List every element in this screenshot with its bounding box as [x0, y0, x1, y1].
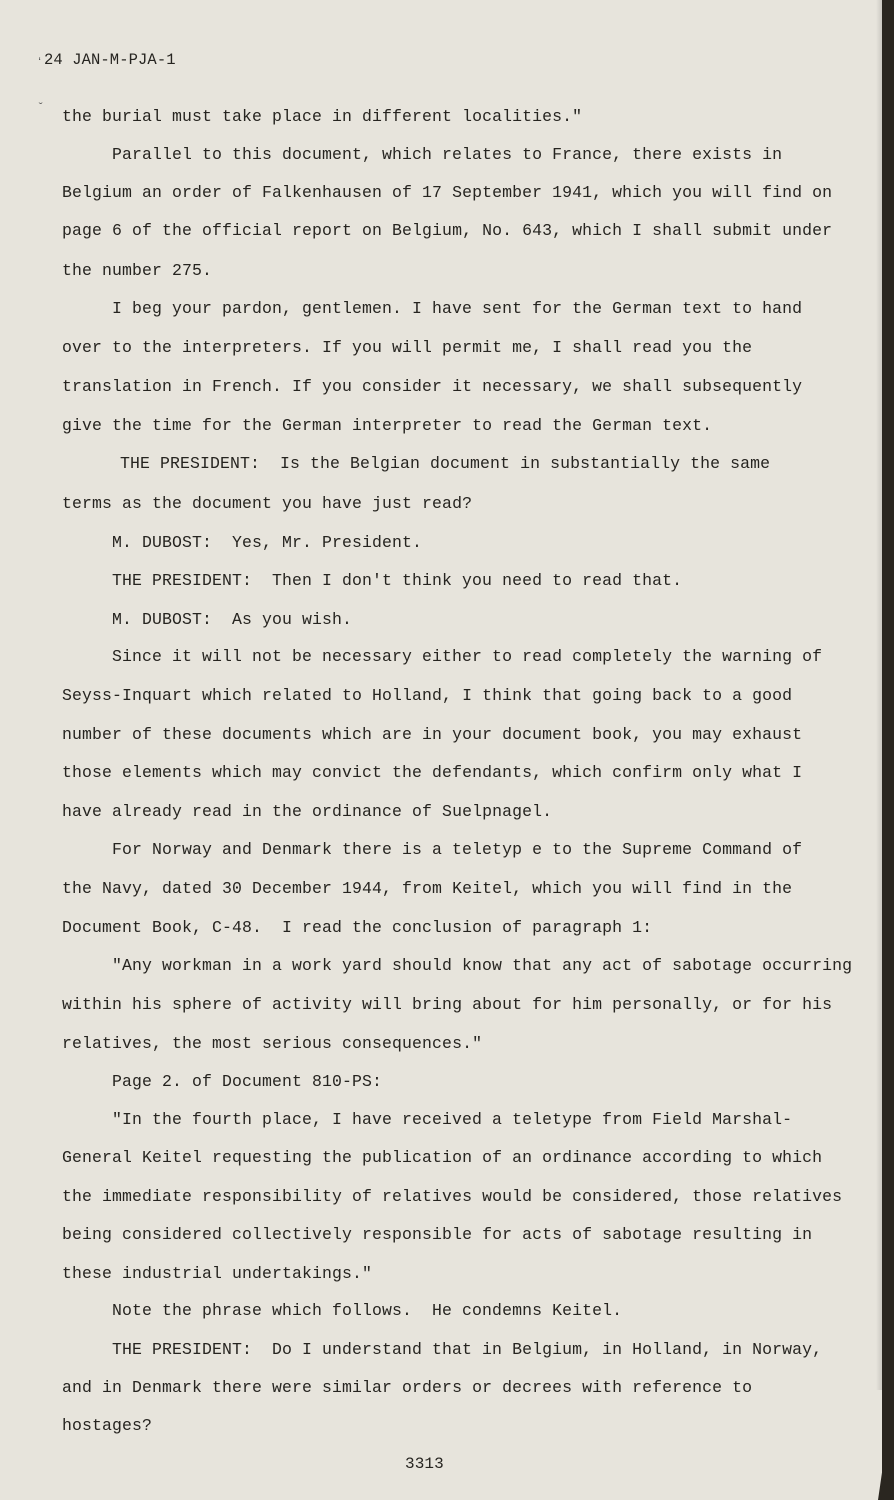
text-line: Since it will not be necessary either to read completely the warning of — [112, 647, 823, 666]
margin-mark: ʻ — [36, 56, 44, 70]
text-line: the immediate responsibility of relatives would be considered, those relatives — [62, 1187, 843, 1206]
text-line: the Navy, dated 30 December 1944, from Keitel, which you will find in the — [62, 879, 793, 898]
text-line: THE PRESIDENT: Do I understand that in Belgium, in Holland, in Norway, — [112, 1340, 823, 1359]
text-line: General Keitel requesting the publication of an ordinance according to which — [62, 1148, 823, 1167]
margin-mark: ˇ — [37, 101, 45, 115]
text-line: For Norway and Denmark there is a teletyp e to the Supreme Command of — [112, 840, 803, 859]
text-line: and in Denmark there were similar orders or decrees with reference to — [62, 1378, 753, 1397]
page-number: 3313 — [405, 1455, 444, 1473]
text-line: M. DUBOST: Yes, Mr. President. — [112, 533, 423, 552]
text-line: Parallel to this document, which relates to France, there exists in — [112, 145, 783, 164]
text-line: "Any workman in a work yard should know that any act of sabotage occurring — [112, 956, 853, 975]
text-line: those elements which may convict the defendants, which confirm only what I — [62, 763, 803, 782]
text-line: hostages? — [62, 1416, 153, 1435]
text-line: translation in French. If you consider it necessary, we shall subsequently — [62, 377, 803, 396]
text-line: I beg your pardon, gentlemen. I have sent for the German text to hand — [112, 299, 803, 318]
page-edge-shadow — [876, 0, 882, 1390]
text-line: being considered collectively responsible for acts of sabotage resulting in — [62, 1225, 813, 1244]
text-line: these industrial undertakings." — [62, 1264, 373, 1283]
text-line: have already read in the ordinance of Suelpnagel. — [62, 802, 553, 821]
text-line: "In the fourth place, I have received a teletype from Field Marshal- — [112, 1110, 793, 1129]
text-line: THE PRESIDENT: Is the Belgian document in substantially the same — [120, 454, 771, 473]
text-line: over to the interpreters. If you will permit me, I shall read you the — [62, 338, 753, 357]
text-line: Document Book, C-48. I read the conclusion of paragraph 1: — [62, 918, 653, 937]
text-line: the number 275. — [62, 261, 213, 280]
text-line: page 6 of the official report on Belgium, No. 643, which I shall submit under — [62, 221, 833, 240]
text-line: give the time for the German interpreter to read the German text. — [62, 416, 713, 435]
text-line: relatives, the most serious consequences." — [62, 1034, 483, 1053]
text-line: within his sphere of activity will bring about for him personally, or for his — [62, 995, 833, 1014]
text-line: Belgium an order of Falkenhausen of 17 September 1941, which you will find on — [62, 183, 833, 202]
document-header: 24 JAN-M-PJA-1 — [44, 51, 176, 69]
page-corner-fold — [878, 1390, 894, 1500]
text-line: Note the phrase which follows. He condemns Keitel. — [112, 1301, 623, 1320]
text-line: Page 2. of Document 810-PS: — [112, 1072, 383, 1091]
text-line: number of these documents which are in your document book, you may exhaust — [62, 725, 803, 744]
text-line: the burial must take place in different localities." — [62, 107, 583, 126]
text-line: terms as the document you have just read? — [62, 494, 473, 513]
text-line: Seyss-Inquart which related to Holland, I think that going back to a good — [62, 686, 793, 705]
text-line: THE PRESIDENT: Then I don't think you need to read that. — [112, 571, 683, 590]
text-line: M. DUBOST: As you wish. — [112, 610, 353, 629]
